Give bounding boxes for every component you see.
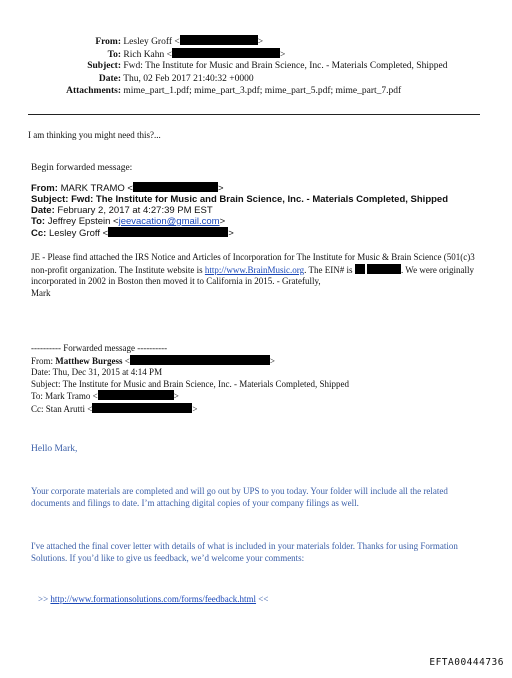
- fw1-cc-value: Lesley Groff <: [48, 228, 109, 239]
- header-from-row: [28, 35, 498, 48]
- fw1-date-row: [31, 205, 448, 216]
- brainmusic-link[interactable]: http://www.BrainMusic.org: [204, 264, 305, 275]
- fw2-to-row: [31, 390, 349, 403]
- fw1-date-label: Date:: [31, 205, 55, 216]
- header-subject-row: [28, 60, 498, 73]
- redaction-box: [130, 355, 270, 365]
- fw1-cc-label: Cc:: [31, 228, 47, 239]
- to-close: >: [280, 49, 286, 60]
- je-paragraph: [31, 252, 479, 299]
- body-paragraph-1: Your corporate materials are completed and will go out by UPS to you today. Your folder will include all the related documents and filings to date. I’m attaching digital copies of your company filings as well.: [31, 486, 448, 508]
- fw1-to-email-link[interactable]: jeevacation@gmail.com: [118, 216, 220, 227]
- document-id: EFTA00444736: [429, 657, 504, 668]
- redaction-box: [108, 227, 228, 237]
- fw1-subject-label: Subject:: [31, 194, 69, 205]
- body-paragraph-2: I've attached the final cover letter with details of what is included in your materials folder. Thanks for using Formation Solutions. If you’d like to give us feedback, we’d welcome your comments:: [31, 541, 458, 563]
- fw2-from-row: [31, 355, 349, 368]
- redaction-box: [367, 264, 401, 274]
- fw2-to-value: To: Mark Tramo <: [31, 391, 98, 401]
- from-label: From:: [95, 37, 121, 47]
- attachments-value: mime_part_1.pdf; mime_part_3.pdf; mime_part_5.pdf; mime_part_7.pdf: [123, 86, 402, 96]
- greeting: Hello Mark,: [31, 444, 78, 454]
- subject-value: Fwd: The Institute for Music and Brain Science, Inc. - Materials Completed, Shipped: [123, 61, 448, 71]
- fw1-date-value: February 2, 2017 at 4:27:39 PM EST: [57, 205, 213, 216]
- redaction-box: [180, 35, 258, 45]
- fw1-to-row: [31, 216, 448, 227]
- header-divider: [28, 114, 480, 115]
- je-signoff: Mark: [31, 287, 51, 298]
- fw2-cc-value: Cc: Stan Arutti <: [31, 403, 93, 414]
- fw1-to-label: To:: [31, 216, 46, 227]
- redaction-box: [355, 264, 365, 274]
- header-attachments-row: [28, 85, 498, 98]
- fw1-from-row: [31, 182, 448, 194]
- fw1-from-label: From:: [31, 183, 58, 194]
- je-text-2: . The EIN# is: [304, 264, 355, 275]
- fw1-cc-close: >: [228, 228, 234, 239]
- date-label: Date:: [98, 73, 121, 84]
- forward1-header: [31, 182, 448, 239]
- to-label: To:: [107, 49, 121, 60]
- fw2-banner: ---------- Forwarded message ----------: [31, 343, 168, 353]
- feedback-suffix: <<: [256, 594, 269, 604]
- fw2-to-close: >: [173, 391, 179, 401]
- fw2-date-line: Date: Thu, Dec 31, 2015 at 4:14 PM: [31, 367, 163, 377]
- je-text-3: . We were originally incorporated in 2002 in Boston then moved it to California in 2015. - Gratefully,: [31, 264, 475, 286]
- redaction-box: [133, 182, 218, 192]
- begin-forwarded: Begin forwarded message:: [31, 163, 133, 173]
- from-close: >: [257, 37, 264, 47]
- fw2-from-open: <: [122, 355, 130, 366]
- email-header: [28, 35, 498, 98]
- to-value: Rich Kahn <: [123, 49, 173, 60]
- redaction-box: [172, 48, 280, 58]
- forward2-header: [31, 343, 349, 415]
- fw1-from-value: MARK TRAMO <: [60, 183, 133, 194]
- fw1-cc-row: [31, 227, 448, 239]
- feedback-link[interactable]: http://www.formationsolutions.com/forms/feedback.html: [50, 594, 257, 604]
- redaction-box: [98, 390, 174, 400]
- fw2-subject-line: Subject: The Institute for Music and Brain Science, Inc. - Materials Completed, Shipped: [31, 378, 350, 389]
- fw1-to-value: Jeffrey Epstein <: [47, 216, 119, 227]
- fw1-from-close: >: [217, 183, 224, 194]
- fw1-to-close: >: [219, 216, 226, 227]
- redaction-box: [92, 403, 192, 413]
- fw2-from-label: From:: [31, 355, 54, 366]
- je-text-1: JE - Please find attached the IRS Notice and Articles of Incorporation for The Institute for Music & Brain Science (501(c)3 non-profit organization. The Institute website is: [31, 252, 475, 275]
- header-to-row: [28, 48, 498, 61]
- fw2-from-name: Matthew Burgess: [55, 355, 123, 366]
- fw2-cc-row: [31, 403, 349, 416]
- fw1-subject-row: [31, 194, 448, 205]
- subject-label: Subject:: [87, 61, 121, 71]
- fw2-cc-close: >: [192, 403, 198, 414]
- date-value: Thu, 02 Feb 2017 21:40:32 +0000: [123, 73, 254, 84]
- feedback-prefix: >>: [38, 594, 51, 604]
- from-value: Lesley Groff <: [123, 37, 180, 47]
- intro-line: I am thinking you might need this?...: [28, 130, 161, 140]
- attachments-label: Attachments:: [66, 86, 121, 96]
- fw1-subject-value: Fwd: The Institute for Music and Brain Science, Inc. - Materials Completed, Shipped: [71, 194, 449, 205]
- fw2-from-close: >: [269, 355, 275, 366]
- header-date-row: [28, 73, 498, 86]
- feedback-line: [38, 594, 268, 604]
